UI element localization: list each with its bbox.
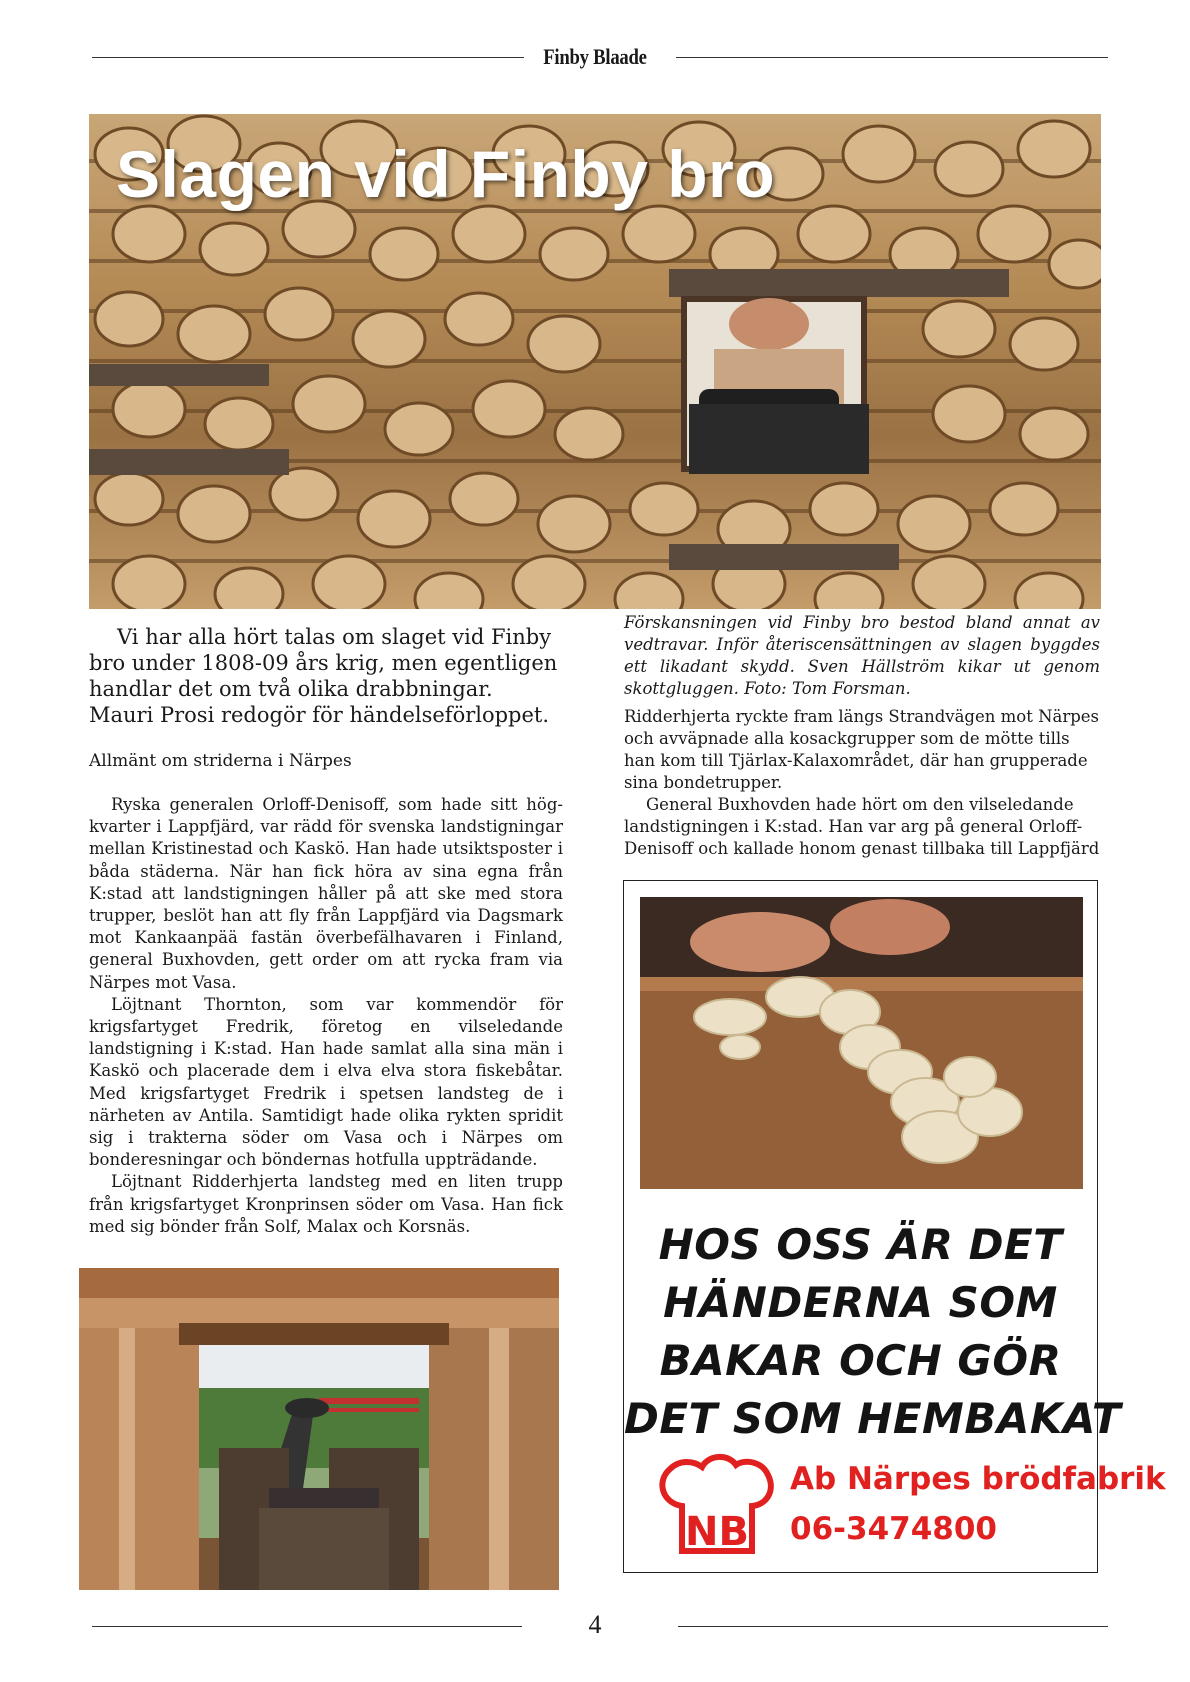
footer-rule-left	[92, 1626, 522, 1627]
slogan-line: DET SOM HEMBAKAT	[624, 1394, 1122, 1443]
article-body-left	[89, 794, 563, 1238]
paragraph: Löjtnant Thornton, som var kommendör för krigsfartyget Fredrik, företog en vilseledande landstigning i K:stad. Han hade samlat alla sina män i Kaskö och placerade dem i elva elva stora fiskebåtar. Med krigsfartyget Fredrik i spetsen landsteg de i närheten av Antila. Samtidigt hade olika rykten spridit sig i trakterna söder om Vasa och i Närpes om bonderesningar och böndernas hotfulla uppträdande.	[89, 994, 563, 1170]
header-rule-left	[92, 57, 524, 58]
bakery-logo-icon	[652, 1451, 782, 1561]
slogan-line: HOS OSS ÄR DET	[658, 1220, 1063, 1269]
hero-photo	[89, 114, 1101, 609]
photo-caption: Förskansningen vid Finby bro bestod bland annat av vedtravar. Inför återiscensättningen av slagen byggdes ett likadant skydd. Sven Hällström kikar ut genom skottgluggen. Foto: Tom Forsman.	[624, 613, 1100, 698]
bakery-company-name: Ab Närpes brödfabrik	[790, 1461, 1166, 1497]
footer-rule-right	[678, 1626, 1108, 1627]
header-rule-right	[676, 57, 1108, 58]
slogan-line: HÄNDERNA SOM	[663, 1278, 1058, 1327]
article-body-right	[624, 706, 1100, 860]
masthead: Finby Blaade	[543, 44, 647, 69]
article-subhead: Allmänt om striderna i Närpes	[89, 751, 352, 771]
ad-slogan	[624, 1216, 1122, 1448]
article-title: Slagen vid Finby bro	[116, 137, 776, 211]
paragraph: Ridderhjerta ryckte fram längs Strandvägen mot Närpes och avväpnade alla kosackgrupper som de mötte tills han kom till Tjärlax-Kalaxområdet, där han grupperade sina bondetrupper.	[624, 707, 1100, 792]
logo-text: NB	[685, 1509, 749, 1555]
bakery-advertisement	[623, 880, 1166, 1573]
bakery-phone: 06-3474800	[790, 1511, 997, 1547]
page-number: 4	[588, 1610, 602, 1639]
paragraph: Löjtnant Ridderhjerta landsteg med en liten trupp från krigsfartyget Kronprinsen söder om Vasa. Han fick med sig bönder från Solf, Malax och Korsnäs.	[89, 1172, 563, 1236]
cannon-photo	[79, 1268, 559, 1590]
article-lede: Vi har alla hört talas om slaget vid Finby bro under 1808-09 års krig, men egentligen handlar det om två olika drabbningar. Mauri Prosi redogör för händelseförloppet.	[89, 625, 558, 727]
paragraph: Ryska generalen Orloff-Denisoff, som hade sitt hög-kvarter i Lappfjärd, var rädd för svenska landstigningar mellan Kristinestad och Kaskö. Han hade utsiktsposter i båda städerna. När han fick höra av sina egna från K:stad att landstigningen håller på att ske med stora trupper, beslöt han att fly från Lappfjärd via Dagsmark mot Kankaanpää fastän överbefälhavaren i Finland, general Buxhovden, gett order om att rycka fram via Närpes mot Vasa.	[89, 795, 563, 992]
slogan-line: BAKAR OCH GÖR	[659, 1336, 1062, 1385]
paragraph: General Buxhovden hade hört om den vilseledande landstigningen i K:stad. Han var arg på general Orloff-Denisoff och kallade honom genast tillbaka till Lappfjärd	[624, 795, 1100, 858]
braided-bread-illustration	[640, 897, 1083, 1189]
braided-bread-photo	[640, 897, 1083, 1189]
cannon-illustration	[79, 1268, 559, 1590]
